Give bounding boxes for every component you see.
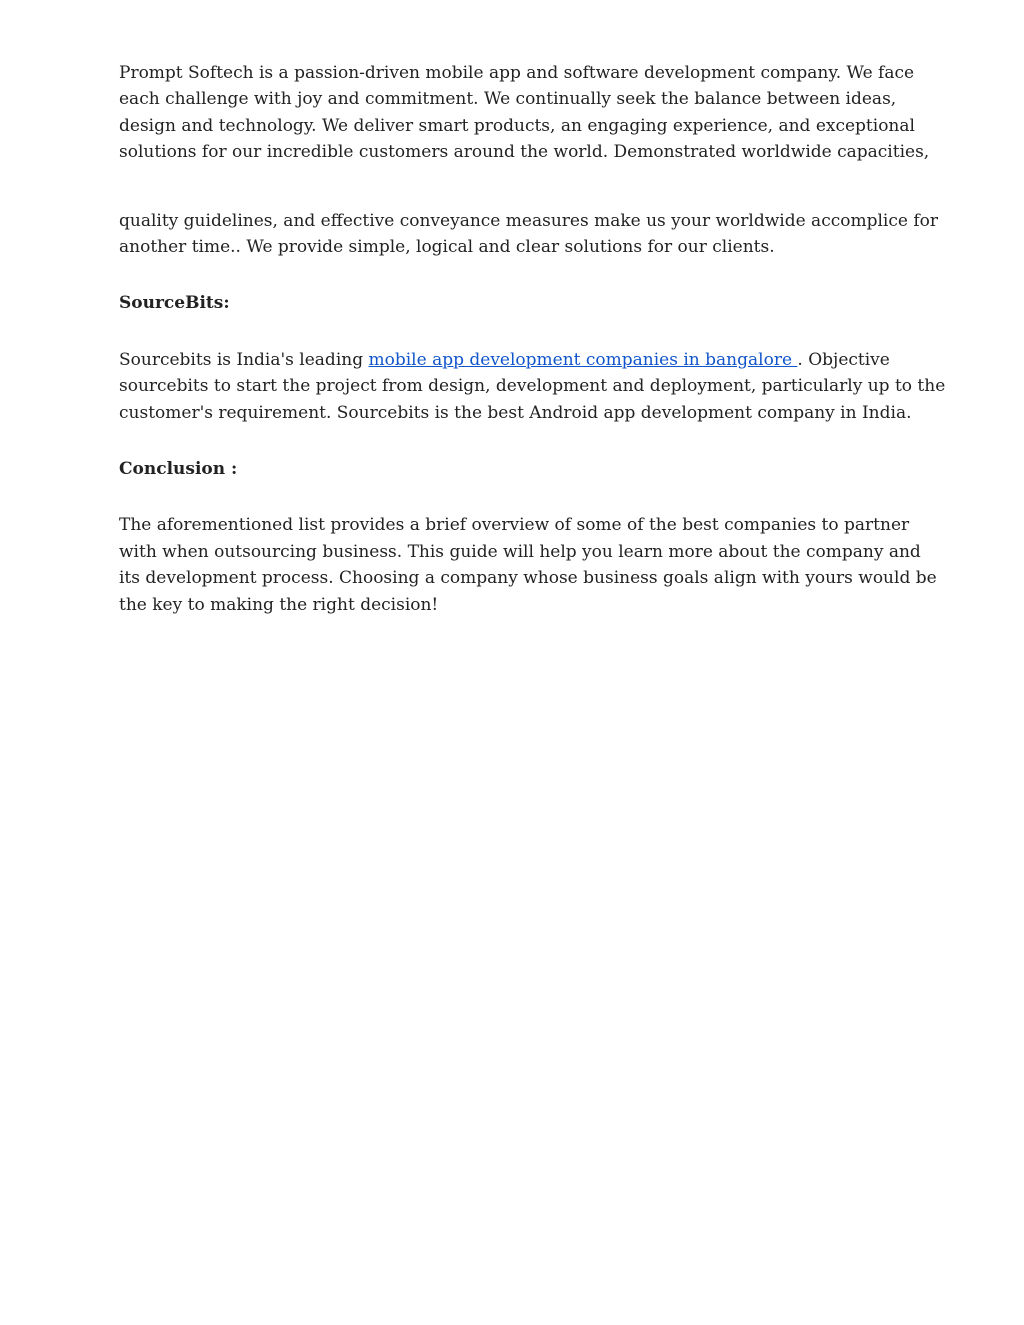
sourcebits-paragraph <box>119 347 946 426</box>
sourcebits-line: sourcebits to start the project from design, development and deployment, particularly up to the <box>119 376 946 397</box>
intro-line: each challenge with joy and commitment. We continually seek the balance between ideas, <box>119 89 897 110</box>
intro-paragraph <box>119 60 930 166</box>
conclusion-paragraph <box>119 512 937 618</box>
conclusion-line: the key to making the right decision! <box>119 594 439 615</box>
sourcebits-text-before-link: Sourcebits is India's leading <box>119 349 369 370</box>
intro-line: Prompt Softech is a passion-driven mobile app and software development company. We face <box>119 63 915 83</box>
sourcebits-line: customer's requirement. Sourcebits is the best Android app development company in India. <box>119 402 912 423</box>
sourcebits-text-after-link: . Objective <box>797 349 890 370</box>
continuation-line: quality guidelines, and effective conveyance measures make us your worldwide accomplice for <box>119 210 938 231</box>
conclusion-heading: Conclusion : <box>119 459 238 480</box>
sourcebits-line <box>119 347 919 373</box>
conclusion-line: The aforementioned list provides a brief overview of some of the best companies to partner <box>119 515 910 536</box>
sourcebits-heading: SourceBits: <box>119 293 230 314</box>
intro-line: solutions for our incredible customers around the world. Demonstrated worldwide capacities, <box>119 142 930 163</box>
intro-line: design and technology. We deliver smart products, an engaging experience, and exceptional <box>119 115 915 136</box>
conclusion-line: its development process. Choosing a company whose business goals align with yours would be <box>119 568 937 589</box>
conclusion-line: with when outsourcing business. This guide will help you learn more about the company and <box>119 541 921 562</box>
continuation-line: another time.. We provide simple, logical and clear solutions for our clients. <box>119 237 775 258</box>
document-page <box>119 60 946 618</box>
continuation-paragraph <box>119 208 938 261</box>
bangalore-companies-link[interactable]: mobile app development companies in bangalore <box>368 349 798 370</box>
